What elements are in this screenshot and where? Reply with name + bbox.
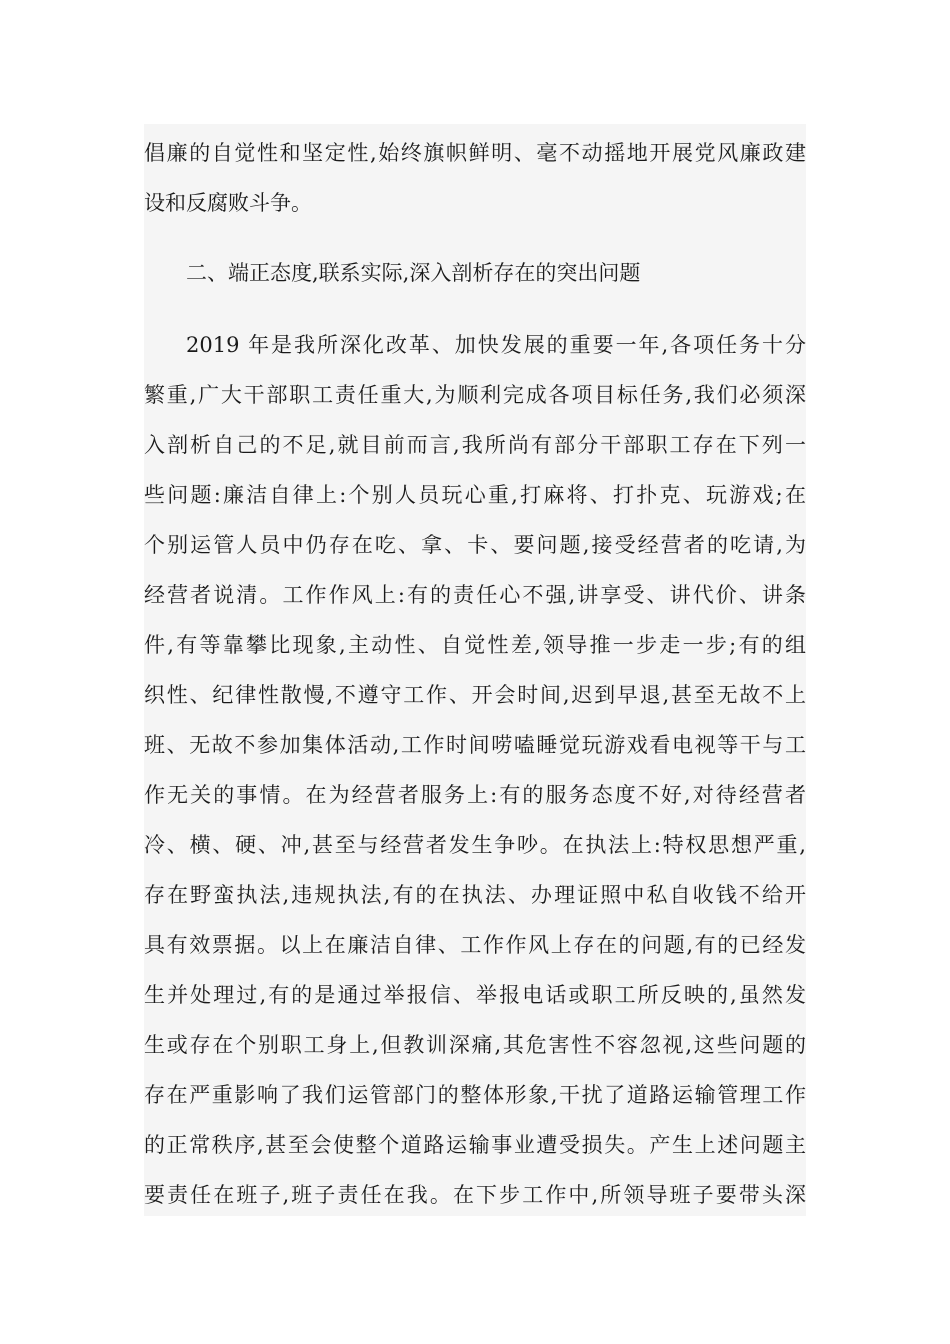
paragraph-line: 作无关的事情。在为经营者服务上:有的服务态度不好,对待经营者 <box>144 783 806 807</box>
paragraph-line: 具有效票据。以上在廉洁自律、工作作风上存在的问题,有的已经发 <box>144 933 806 957</box>
paragraph-line: 班、无故不参加集体活动,工作时间唠嗑睡觉玩游戏看电视等干与工 <box>144 733 806 757</box>
paragraph-line: 织性、纪律性散慢,不遵守工作、开会时间,迟到早退,甚至无故不上 <box>144 683 806 707</box>
paragraph-line: 生或存在个别职工身上,但教训深痛,其危害性不容忽视,这些问题的 <box>144 1033 806 1057</box>
paragraph-first-line: 2019 年是我所深化改革、加快发展的重要一年,各项任务十分 <box>186 333 806 357</box>
paragraph-line: 冷、横、硬、冲,甚至与经营者发生争吵。在执法上:特权思想严重, <box>144 833 806 857</box>
paragraph-line: 繁重,广大干部职工责任重大,为顺利完成各项目标任务,我们必须深 <box>144 383 806 407</box>
paragraph-line: 存在严重影响了我们运管部门的整体形象,干扰了道路运输管理工作 <box>144 1083 806 1107</box>
paragraph-line: 的正常秩序,甚至会使整个道路运输事业遭受损失。产生上述问题主 <box>144 1133 806 1157</box>
paragraph-line: 入剖析自己的不足,就目前而言,我所尚有部分干部职工存在下列一 <box>144 433 806 457</box>
paragraph-line: 倡廉的自觉性和坚定性,始终旗帜鲜明、毫不动摇地开展党风廉政建 <box>144 141 806 165</box>
section-heading: 二、端正态度,联系实际,深入剖析存在的突出问题 <box>186 261 641 285</box>
paragraph-line: 个别运管人员中仍存在吃、拿、卡、要问题,接受经营者的吃请,为 <box>144 533 806 557</box>
paragraph-line: 生并处理过,有的是通过举报信、举报电话或职工所反映的,虽然发 <box>144 983 806 1007</box>
document-text-block <box>144 124 806 1216</box>
paragraph-line: 件,有等靠攀比现象,主动性、自觉性差,领导推一步走一步;有的组 <box>144 633 806 657</box>
paragraph-line: 存在野蛮执法,违规执法,有的在执法、办理证照中私自收钱不给开 <box>144 883 806 907</box>
paragraph-line: 经营者说清。工作作风上:有的责任心不强,讲享受、讲代价、讲条 <box>144 583 806 607</box>
paragraph-line: 要责任在班子,班子责任在我。在下步工作中,所领导班子要带头深 <box>144 1183 806 1207</box>
paragraph-line: 设和反腐败斗争。 <box>144 191 312 215</box>
paragraph-line: 些问题:廉洁自律上:个别人员玩心重,打麻将、打扑克、玩游戏;在 <box>144 483 806 507</box>
